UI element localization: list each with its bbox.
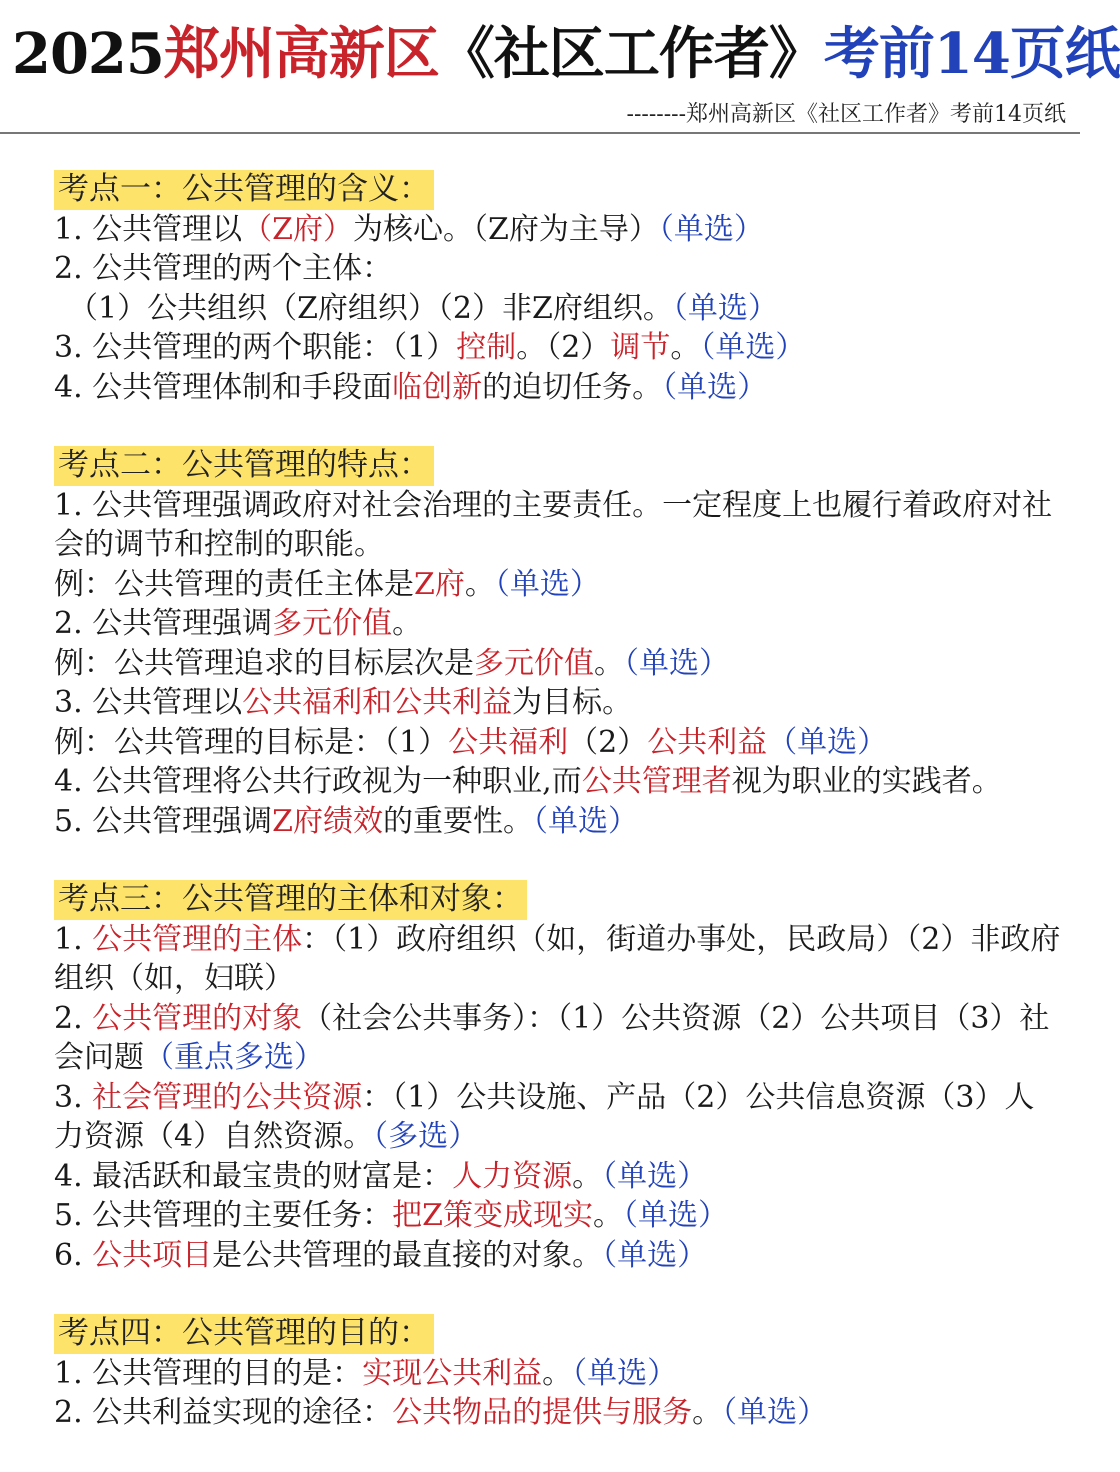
item-line xyxy=(54,565,1064,605)
section-3 xyxy=(54,880,1064,1275)
item-line xyxy=(54,486,1064,565)
item-line xyxy=(54,368,1064,408)
key-answer-text: 多元价值 xyxy=(272,606,393,641)
question-type-tag: （单选） xyxy=(602,1237,708,1273)
key-answer-text: 公共管理的对象 xyxy=(92,1000,303,1036)
question-type-tag: （单选） xyxy=(623,1198,729,1233)
line-text: 6. xyxy=(54,1237,93,1273)
line-text: 2. 公共利益实现的途径： xyxy=(54,1395,393,1430)
line-text: 。（2） xyxy=(516,330,611,365)
key-answer-text: Z府绩效 xyxy=(272,803,384,839)
item-line xyxy=(54,1196,1064,1236)
key-answer-text: 实现公共利益 xyxy=(362,1355,543,1391)
title-book: 《社区工作者》 xyxy=(438,21,824,87)
key-answer-text: 控制 xyxy=(456,330,517,365)
line-text: 2. xyxy=(54,1000,93,1036)
item-line xyxy=(54,999,1064,1078)
page-subtitle: --------郑州高新区《社区工作者》考前14页纸 xyxy=(626,102,1066,127)
line-text: 。 xyxy=(670,330,701,365)
line-text: 1. xyxy=(54,921,93,957)
line-text: 。 xyxy=(464,566,495,602)
line-text: 为目标。 xyxy=(512,685,633,720)
question-type-tag: （单选） xyxy=(624,645,729,681)
key-answer-text: 人力资源 xyxy=(452,1158,573,1194)
question-type-tag: （多选） xyxy=(373,1119,479,1154)
item-line xyxy=(54,249,1064,289)
question-type-tag: （单选） xyxy=(722,1395,828,1430)
line-text: 。 xyxy=(692,1395,723,1430)
question-type-tag: （单选） xyxy=(602,1158,708,1194)
line-text: 例：公共管理的责任主体是 xyxy=(54,566,414,602)
question-type-tag: （重点多选） xyxy=(144,1040,324,1075)
line-text: 为核心。（Z府为主导） xyxy=(353,211,659,247)
section-heading: 考点二：公共管理的特点： xyxy=(54,446,434,486)
line-text: 例：公共管理追求的目标层次是 xyxy=(54,645,474,681)
title-year: 2025 xyxy=(12,21,164,87)
key-answer-text: 公共物品的提供与服务 xyxy=(392,1395,693,1430)
line-text: 。 xyxy=(594,645,624,681)
item-line xyxy=(54,328,1064,368)
key-answer-text: 公共项目 xyxy=(92,1237,213,1273)
item-line xyxy=(54,210,1064,250)
item-line xyxy=(54,1393,1064,1433)
item-line xyxy=(54,802,1064,842)
key-answer-text: （Z府） xyxy=(242,211,354,247)
item-line xyxy=(54,762,1064,802)
line-text: 4. 公共管理将公共行政视为一种职业,而 xyxy=(54,764,582,799)
line-text: （社会公共事务）：（1）公共资源（2）公共项目（3）社会问题 xyxy=(54,1000,1050,1075)
key-answer-text: 公共福利 xyxy=(448,724,569,760)
question-type-tag: （单选） xyxy=(658,211,764,247)
line-text: （2） xyxy=(568,724,648,760)
line-text: 。 xyxy=(392,606,423,641)
item-line xyxy=(54,289,1064,329)
item-line xyxy=(54,723,1064,763)
line-text: 1. 公共管理以 xyxy=(54,211,243,247)
line-text: 例：公共管理的目标是：（1） xyxy=(54,724,449,760)
section-heading: 考点三：公共管理的主体和对象： xyxy=(54,880,527,920)
item-line xyxy=(54,920,1064,999)
line-text: 2. 公共管理强调 xyxy=(54,606,273,641)
line-text: 3. 公共管理以 xyxy=(54,685,243,720)
line-text: 4. 最活跃和最宝贵的财富是： xyxy=(54,1158,453,1194)
question-type-tag: （单选） xyxy=(494,566,600,602)
question-type-tag: （单选） xyxy=(700,330,806,365)
key-answer-text: 社会管理的公共资源 xyxy=(92,1079,363,1115)
item-line xyxy=(54,1236,1064,1276)
content-area xyxy=(54,170,1064,1472)
line-text: 3. 公共管理的两个职能：（1） xyxy=(54,330,457,365)
key-answer-text: 调节 xyxy=(610,330,671,365)
section-heading: 考点四：公共管理的目的： xyxy=(54,1314,434,1354)
key-answer-text: Z府 xyxy=(414,566,465,602)
page-title xyxy=(12,18,1120,90)
line-text: 4. 公共管理体制和手段面 xyxy=(54,369,393,405)
key-answer-text: 公共福利和公共利益 xyxy=(242,685,513,720)
question-type-tag: （单选） xyxy=(662,369,768,405)
line-text: 。 xyxy=(542,1355,573,1391)
question-type-tag: （单选） xyxy=(767,724,888,760)
line-text: 2. 公共管理的两个主体： xyxy=(54,251,393,286)
question-type-tag: （单选） xyxy=(572,1355,678,1391)
title-region: 郑州高新区 xyxy=(163,21,439,87)
line-text: 视为职业的实践者。 xyxy=(731,764,1002,799)
question-type-tag: （单选） xyxy=(533,803,639,839)
item-line xyxy=(54,1354,1064,1394)
item-line xyxy=(54,1078,1064,1157)
line-text: ：（1）政府组织（如，街道办事处，民政局）（2）非政府组织（如，妇联） xyxy=(54,921,1061,996)
question-type-tag: （单选） xyxy=(672,290,778,326)
line-text: 1. 公共管理的目的是： xyxy=(54,1355,363,1391)
line-text: 5. 公共管理的主要任务： xyxy=(54,1198,393,1233)
item-line xyxy=(54,604,1064,644)
line-text: 3. xyxy=(54,1079,93,1115)
item-line xyxy=(54,644,1064,684)
section-4 xyxy=(54,1314,1064,1433)
line-text: 。 xyxy=(593,1198,624,1233)
key-answer-text: 公共管理者 xyxy=(581,764,732,799)
header-divider xyxy=(0,132,1080,134)
item-line xyxy=(54,683,1064,723)
title-pages: 考前14页纸 xyxy=(823,21,1120,87)
line-text: 1. 公共管理强调政府对社会治理的主要责任。一定程度上也履行着政府对社会的调节和控制的职能。 xyxy=(54,487,1053,562)
key-answer-text: 多元价值 xyxy=(474,645,594,681)
line-text: 5. 公共管理强调 xyxy=(54,803,273,839)
key-answer-text: 公共利益 xyxy=(647,724,768,760)
line-text: ：（1）公共设施、产品（2）公共信息资源（3）人力资源（4）自然资源。 xyxy=(54,1079,1035,1154)
key-answer-text: 把Z策变成现实 xyxy=(392,1198,594,1233)
line-text: 的重要性。 xyxy=(383,803,534,839)
section-2 xyxy=(54,446,1064,841)
key-answer-text: 临创新 xyxy=(392,369,483,405)
line-text: 。 xyxy=(572,1158,603,1194)
key-answer-text: 公共管理的主体 xyxy=(92,921,303,957)
item-line xyxy=(54,1157,1064,1197)
section-1 xyxy=(54,170,1064,407)
line-text: 的迫切任务。 xyxy=(482,369,663,405)
line-text: （1）公共组织（Z府组织）（2）非Z府组织。 xyxy=(68,290,673,326)
section-heading: 考点一：公共管理的含义： xyxy=(54,170,434,210)
line-text: 是公共管理的最直接的对象。 xyxy=(212,1237,603,1273)
